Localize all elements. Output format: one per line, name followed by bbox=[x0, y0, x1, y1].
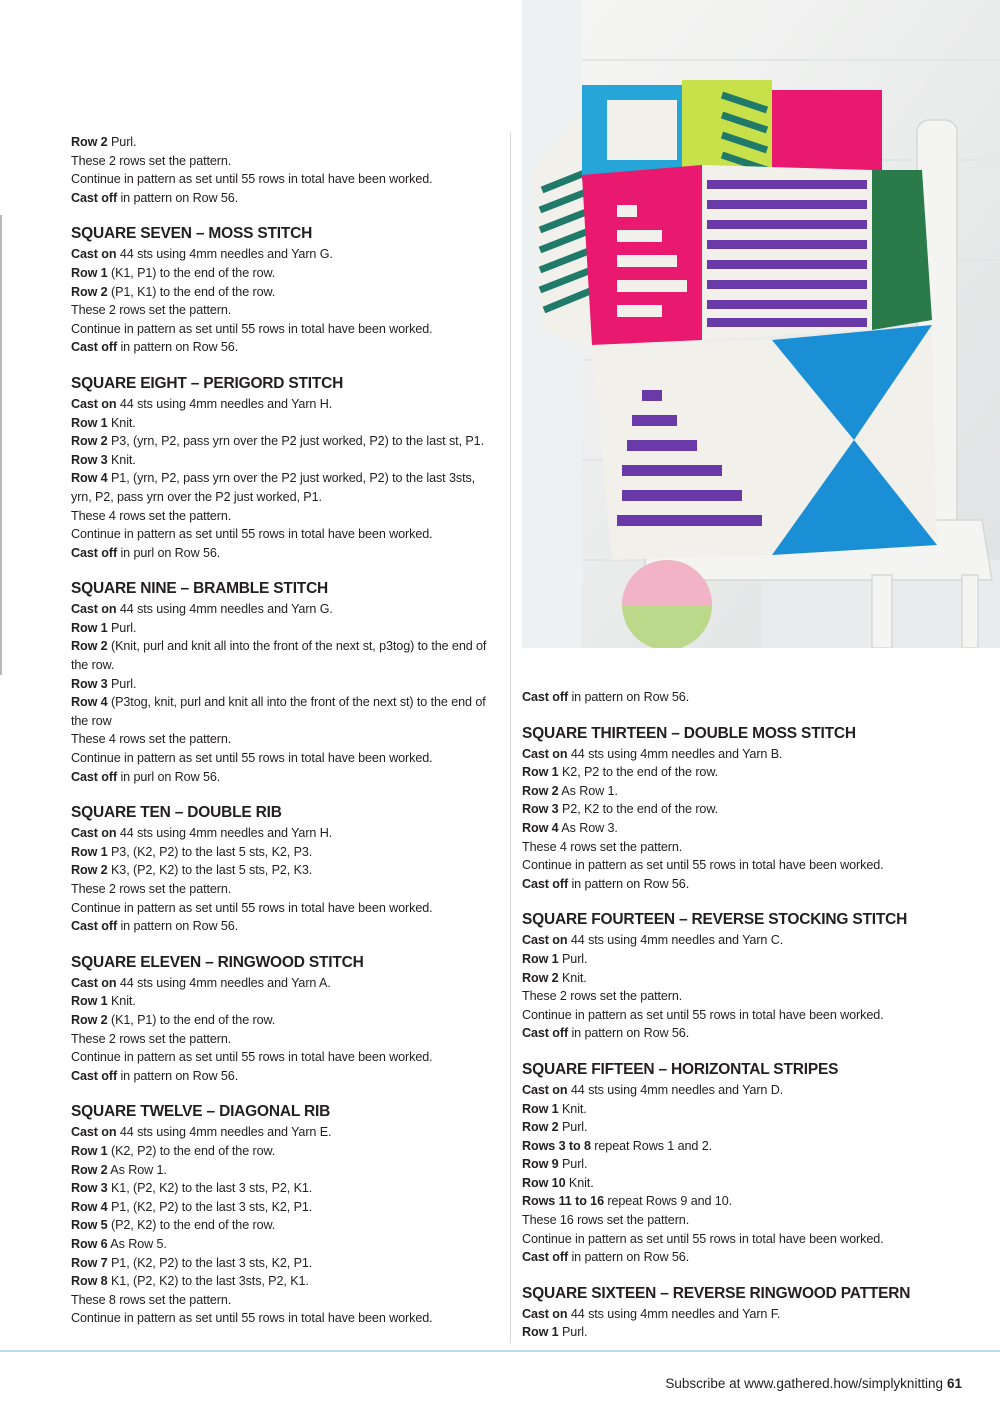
instruction-text: in purl on Row 56. bbox=[117, 769, 221, 784]
instruction-line bbox=[522, 1248, 952, 1267]
instruction-text: in pattern on Row 56. bbox=[117, 190, 239, 205]
instruction-label: Cast off bbox=[522, 690, 569, 704]
instruction-text: 44 sts using 4mm needles and Yarn H. bbox=[116, 826, 333, 841]
instruction-line bbox=[522, 875, 952, 894]
instruction-label: Row 2 bbox=[71, 863, 108, 878]
instruction-line bbox=[71, 544, 499, 563]
instruction-line bbox=[522, 950, 952, 969]
instruction-label: Row 1 bbox=[71, 620, 108, 635]
instruction-label: Row 1 bbox=[71, 415, 108, 430]
section-heading: SQUARE THIRTEEN – DOUBLE MOSS STITCH bbox=[522, 724, 856, 742]
instruction-line bbox=[71, 1198, 499, 1217]
instruction-text: in pattern on Row 56. bbox=[568, 690, 690, 704]
instruction-text: 44 sts using 4mm needles and Yarn G. bbox=[116, 247, 333, 262]
instruction-text: Purl. bbox=[558, 951, 588, 966]
instruction-label: Row 6 bbox=[71, 1236, 108, 1251]
instruction-label: Row 1 bbox=[522, 1325, 559, 1340]
instruction-label: Row 4 bbox=[522, 820, 559, 835]
instruction-text: Continue in pattern as set until 55 rows in total have been worked. bbox=[71, 900, 433, 915]
instruction-line bbox=[71, 861, 499, 880]
pattern-section bbox=[522, 724, 952, 894]
instruction-text: P2, K2 to the end of the row. bbox=[558, 802, 719, 817]
instruction-line bbox=[71, 1067, 499, 1086]
instruction-label: Row 1 bbox=[71, 1143, 108, 1158]
instruction-label: Cast on bbox=[522, 746, 568, 761]
instruction-line bbox=[522, 838, 952, 857]
instruction-text: As Row 3. bbox=[558, 820, 618, 835]
instruction-text: Purl. bbox=[558, 1120, 588, 1135]
section-heading: SQUARE TWELVE – DIAGONAL RIB bbox=[71, 1103, 331, 1121]
instruction-text: As Row 1. bbox=[107, 1162, 167, 1177]
instruction-line bbox=[71, 917, 499, 936]
instruction-line bbox=[522, 1192, 952, 1211]
section-heading: SQUARE SIXTEEN – REVERSE RINGWOOD PATTERN bbox=[522, 1284, 911, 1302]
instruction-text: Knit. bbox=[565, 1175, 594, 1190]
instruction-label: Row 3 bbox=[71, 452, 108, 467]
instruction-line bbox=[522, 688, 952, 707]
instruction-line bbox=[71, 899, 499, 918]
instruction-text: 44 sts using 4mm needles and Yarn C. bbox=[567, 933, 784, 948]
instruction-line bbox=[71, 824, 499, 843]
instruction-text: (Knit, purl and knit all into the front of the next st, p3tog) to the end of the row. bbox=[71, 639, 487, 673]
instruction-line bbox=[71, 992, 499, 1011]
instruction-line bbox=[71, 414, 499, 433]
instruction-line bbox=[71, 675, 499, 694]
instruction-text: Continue in pattern as set until 55 rows in total have been worked. bbox=[522, 858, 884, 873]
instruction-text: Purl. bbox=[558, 1157, 588, 1172]
instruction-text: (P2, K2) to the end of the row. bbox=[107, 1218, 276, 1233]
instruction-line bbox=[522, 1081, 952, 1100]
instruction-label: Row 1 bbox=[522, 951, 559, 966]
instruction-text: K1, (P2, K2) to the last 3sts, P2, K1. bbox=[107, 1274, 309, 1289]
instruction-text: in pattern on Row 56. bbox=[568, 1026, 690, 1041]
instruction-text: P3, (K2, P2) to the last 5 sts, K2, P3. bbox=[107, 844, 313, 859]
instruction-label: Row 1 bbox=[71, 994, 108, 1009]
instruction-text: (P3tog, knit, purl and knit all into the front of the next st) to the end of the row bbox=[71, 695, 486, 728]
section-heading: SQUARE ELEVEN – RINGWOOD STITCH bbox=[71, 953, 364, 971]
instruction-line bbox=[522, 763, 952, 782]
instruction-text: These 2 rows set the pattern. bbox=[71, 882, 232, 896]
instruction-line bbox=[71, 152, 499, 171]
instruction-line bbox=[71, 1272, 499, 1291]
section-heading: SQUARE SEVEN – MOSS STITCH bbox=[71, 225, 313, 243]
instruction-label: Cast off bbox=[71, 340, 118, 355]
blanket-photo bbox=[522, 0, 1000, 648]
instruction-text: P1, (yrn, P2, pass yrn over the P2 just worked, P2) to the last 3sts, yrn, P2, pass yrn over the P2 just worked, P1. bbox=[71, 471, 476, 504]
instruction-text: These 4 rows set the pattern. bbox=[71, 732, 232, 747]
instruction-text: Knit. bbox=[107, 994, 136, 1009]
instruction-line bbox=[71, 1179, 499, 1198]
instruction-label: Cast on bbox=[522, 1082, 568, 1097]
instruction-text: repeat Rows 1 and 2. bbox=[590, 1138, 713, 1153]
instruction-text: Purl. bbox=[107, 620, 137, 635]
instruction-text: K1, (P2, K2) to the last 3 sts, P2, K1. bbox=[107, 1181, 313, 1196]
instruction-text: P1, (K2, P2) to the last 3 sts, K2, P1. bbox=[107, 1199, 313, 1214]
instruction-text: 44 sts using 4mm needles and Yarn G. bbox=[116, 602, 333, 617]
instruction-line bbox=[71, 749, 499, 768]
instruction-line bbox=[71, 768, 499, 787]
footer-rule bbox=[0, 1350, 1000, 1352]
instruction-line bbox=[71, 395, 499, 414]
instruction-label: Cast off bbox=[71, 190, 118, 205]
instruction-label: Row 7 bbox=[71, 1255, 108, 1270]
instruction-label: Cast on bbox=[71, 247, 117, 262]
instruction-label: Row 3 bbox=[522, 802, 559, 817]
instruction-line bbox=[71, 432, 499, 451]
instruction-label: Cast off bbox=[71, 545, 118, 560]
instruction-label: Row 1 bbox=[71, 265, 108, 280]
instruction-line bbox=[522, 1211, 952, 1230]
instruction-text: These 4 rows set the pattern. bbox=[71, 508, 232, 523]
instruction-line bbox=[71, 1123, 499, 1142]
instruction-label: Cast off bbox=[522, 1250, 569, 1265]
instruction-text: K2, P2 to the end of the row. bbox=[558, 765, 719, 780]
instruction-line bbox=[71, 619, 499, 638]
instruction-text: These 8 rows set the pattern. bbox=[71, 1292, 232, 1307]
instruction-text: Continue in pattern as set until 55 rows in total have been worked. bbox=[522, 1231, 884, 1246]
instruction-line bbox=[71, 1216, 499, 1235]
instruction-label: Cast off bbox=[522, 1026, 569, 1041]
instruction-text: 44 sts using 4mm needles and Yarn F. bbox=[567, 1306, 781, 1321]
instruction-line bbox=[71, 133, 499, 152]
instruction-label: Row 3 bbox=[71, 676, 108, 691]
instruction-line bbox=[71, 338, 499, 357]
instruction-label: Cast off bbox=[71, 1068, 118, 1083]
instruction-line bbox=[71, 1254, 499, 1273]
instruction-line bbox=[522, 782, 952, 801]
instruction-text: These 2 rows set the pattern. bbox=[71, 303, 232, 318]
instruction-text: Knit. bbox=[558, 1101, 587, 1116]
instruction-line bbox=[71, 843, 499, 862]
instruction-line bbox=[71, 1011, 499, 1030]
instruction-text: Purl. bbox=[107, 676, 137, 691]
instruction-text: (K2, P2) to the end of the row. bbox=[107, 1143, 276, 1158]
instruction-label: Row 1 bbox=[522, 765, 559, 780]
left-edge-bar bbox=[0, 215, 2, 675]
instruction-label: Row 2 bbox=[71, 135, 108, 149]
instruction-line bbox=[71, 1030, 499, 1049]
instruction-line bbox=[522, 1305, 952, 1324]
instruction-label: Cast on bbox=[522, 933, 568, 948]
page-number: 61 bbox=[946, 1376, 962, 1391]
instruction-line bbox=[71, 1142, 499, 1161]
instruction-text: As Row 5. bbox=[107, 1236, 167, 1251]
instruction-text: in purl on Row 56. bbox=[117, 545, 221, 560]
instruction-label: Row 2 bbox=[71, 434, 108, 449]
instruction-text: P3, (yrn, P2, pass yrn over the P2 just worked, P2) to the last st, P1. bbox=[107, 434, 484, 449]
instruction-label: Cast on bbox=[522, 1306, 568, 1321]
section-heading: SQUARE FOURTEEN – REVERSE STOCKING STITCH bbox=[522, 911, 908, 929]
instruction-text: in pattern on Row 56. bbox=[117, 340, 239, 355]
instruction-label: Row 2 bbox=[71, 1012, 108, 1027]
instruction-text: (P1, K1) to the end of the row. bbox=[107, 284, 276, 299]
instruction-text: Continue in pattern as set until 55 rows in total have been worked. bbox=[71, 1311, 433, 1326]
instruction-text: As Row 1. bbox=[558, 783, 618, 798]
instruction-label: Cast off bbox=[71, 919, 118, 934]
instruction-text: Purl. bbox=[107, 135, 137, 149]
left-text-column bbox=[71, 133, 499, 1328]
instruction-label: Row 1 bbox=[522, 1101, 559, 1116]
instruction-line bbox=[71, 600, 499, 619]
instruction-line bbox=[522, 1155, 952, 1174]
instruction-text: Continue in pattern as set until 55 rows in total have been worked. bbox=[71, 751, 433, 766]
instruction-text: (K1, P1) to the end of the row. bbox=[107, 1012, 276, 1027]
column-divider bbox=[510, 133, 511, 1343]
subscribe-link[interactable]: Subscribe at www.gathered.how/simplyknitting bbox=[665, 1376, 943, 1391]
instruction-line bbox=[522, 1323, 952, 1342]
instruction-text: Continue in pattern as set until 55 rows in total have been worked. bbox=[522, 1007, 884, 1022]
instruction-text: Knit. bbox=[107, 452, 136, 467]
instruction-text: Continue in pattern as set until 55 rows in total have been worked. bbox=[71, 1050, 433, 1065]
instruction-line bbox=[71, 469, 499, 506]
instruction-text: 44 sts using 4mm needles and Yarn D. bbox=[567, 1082, 784, 1097]
instruction-text: in pattern on Row 56. bbox=[117, 1068, 239, 1083]
instruction-line bbox=[71, 1309, 499, 1328]
pattern-section bbox=[522, 1060, 952, 1267]
instruction-line bbox=[522, 745, 952, 764]
instruction-label: Row 2 bbox=[522, 783, 559, 798]
instruction-line bbox=[522, 800, 952, 819]
instruction-line bbox=[71, 880, 499, 899]
instruction-text: 44 sts using 4mm needles and Yarn A. bbox=[116, 975, 331, 990]
instruction-line bbox=[522, 1137, 952, 1156]
instruction-line bbox=[522, 1118, 952, 1137]
section-heading: SQUARE TEN – DOUBLE RIB bbox=[71, 804, 282, 822]
pattern-section bbox=[71, 803, 499, 936]
instruction-label: Row 9 bbox=[522, 1157, 559, 1172]
instruction-line bbox=[522, 1006, 952, 1025]
instruction-line bbox=[71, 301, 499, 320]
instruction-text: These 2 rows set the pattern. bbox=[71, 1031, 232, 1046]
instruction-text: Continue in pattern as set until 55 rows in total have been worked. bbox=[71, 321, 433, 336]
instruction-label: Cast off bbox=[71, 769, 118, 784]
instruction-label: Row 2 bbox=[71, 1162, 108, 1177]
instruction-line bbox=[522, 1230, 952, 1249]
pattern-section bbox=[71, 374, 499, 562]
instruction-label: Rows 3 to 8 bbox=[522, 1138, 591, 1153]
instruction-text: in pattern on Row 56. bbox=[117, 919, 239, 934]
instruction-label: Row 2 bbox=[71, 639, 108, 654]
instruction-label: Row 8 bbox=[71, 1274, 108, 1289]
pattern-section bbox=[522, 1284, 952, 1342]
pattern-section bbox=[71, 953, 499, 1086]
instruction-line bbox=[71, 1235, 499, 1254]
instruction-line bbox=[522, 819, 952, 838]
instruction-line bbox=[522, 987, 952, 1006]
section-heading: SQUARE NINE – BRAMBLE STITCH bbox=[71, 580, 329, 598]
instruction-text: 44 sts using 4mm needles and Yarn B. bbox=[567, 746, 783, 761]
instruction-label: Row 2 bbox=[71, 284, 108, 299]
pattern-section bbox=[71, 1102, 499, 1328]
instruction-line bbox=[71, 320, 499, 339]
instruction-label: Cast on bbox=[71, 975, 117, 990]
instruction-line bbox=[71, 451, 499, 470]
instruction-label: Row 3 bbox=[71, 1181, 108, 1196]
instruction-text: in pattern on Row 56. bbox=[568, 1250, 690, 1265]
instruction-line bbox=[71, 974, 499, 993]
instruction-line bbox=[71, 189, 499, 208]
instruction-line bbox=[71, 525, 499, 544]
pattern-section bbox=[71, 579, 499, 786]
instruction-label: Row 2 bbox=[522, 970, 559, 985]
instruction-label: Row 5 bbox=[71, 1218, 108, 1233]
pattern-section bbox=[522, 910, 952, 1043]
instruction-line bbox=[522, 931, 952, 950]
instruction-label: Rows 11 to 16 bbox=[522, 1194, 604, 1209]
instruction-text: Continue in pattern as set until 55 rows in total have been worked. bbox=[71, 527, 433, 542]
instruction-line bbox=[522, 1100, 952, 1119]
instruction-text: These 4 rows set the pattern. bbox=[522, 839, 683, 854]
instruction-text: Knit. bbox=[558, 970, 587, 985]
instruction-label: Cast on bbox=[71, 396, 117, 411]
section-heading: SQUARE FIFTEEN – HORIZONTAL STRIPES bbox=[522, 1060, 839, 1078]
instruction-label: Cast off bbox=[522, 876, 569, 891]
instruction-label: Row 2 bbox=[522, 1120, 559, 1135]
instruction-label: Cast on bbox=[71, 826, 117, 841]
instruction-line bbox=[71, 1048, 499, 1067]
instruction-line bbox=[71, 1291, 499, 1310]
instruction-text: in pattern on Row 56. bbox=[568, 876, 690, 891]
instruction-line bbox=[71, 245, 499, 264]
instruction-text: Continue in pattern as set until 55 rows in total have been worked. bbox=[71, 172, 433, 187]
instruction-line bbox=[522, 1174, 952, 1193]
instruction-text: These 2 rows set the pattern. bbox=[71, 153, 232, 168]
instruction-label: Row 4 bbox=[71, 1199, 108, 1214]
instruction-text: Knit. bbox=[107, 415, 136, 430]
right-text-column bbox=[522, 688, 952, 1342]
instruction-text: These 2 rows set the pattern. bbox=[522, 989, 683, 1004]
page-footer bbox=[665, 1376, 962, 1391]
instruction-label: Row 4 bbox=[71, 695, 108, 710]
instruction-text: 44 sts using 4mm needles and Yarn E. bbox=[116, 1125, 332, 1140]
instruction-label: Cast on bbox=[71, 1125, 117, 1140]
pattern-section bbox=[71, 224, 499, 357]
instruction-line bbox=[522, 1024, 952, 1043]
instruction-text: repeat Rows 9 and 10. bbox=[604, 1194, 733, 1209]
instruction-line bbox=[522, 969, 952, 988]
instruction-label: Row 1 bbox=[71, 844, 108, 859]
instruction-label: Row 10 bbox=[522, 1175, 566, 1190]
instruction-text: These 16 rows set the pattern. bbox=[522, 1213, 690, 1228]
instruction-line bbox=[71, 283, 499, 302]
instruction-line bbox=[71, 693, 499, 730]
instruction-line bbox=[71, 507, 499, 526]
instruction-line bbox=[71, 730, 499, 749]
instruction-line bbox=[522, 856, 952, 875]
instruction-line bbox=[71, 1161, 499, 1180]
instruction-line bbox=[71, 170, 499, 189]
instruction-label: Row 4 bbox=[71, 471, 108, 486]
instruction-label: Cast on bbox=[71, 602, 117, 617]
section-heading: SQUARE EIGHT – PERIGORD STITCH bbox=[71, 374, 344, 392]
instruction-line bbox=[71, 264, 499, 283]
instruction-text: Purl. bbox=[558, 1325, 588, 1340]
instruction-text: 44 sts using 4mm needles and Yarn H. bbox=[116, 396, 333, 411]
instruction-text: K3, (P2, K2) to the last 5 sts, P2, K3. bbox=[107, 863, 313, 878]
instruction-text: (K1, P1) to the end of the row. bbox=[107, 265, 276, 280]
instruction-text: P1, (K2, P2) to the last 3 sts, K2, P1. bbox=[107, 1255, 313, 1270]
instruction-line bbox=[71, 637, 499, 674]
